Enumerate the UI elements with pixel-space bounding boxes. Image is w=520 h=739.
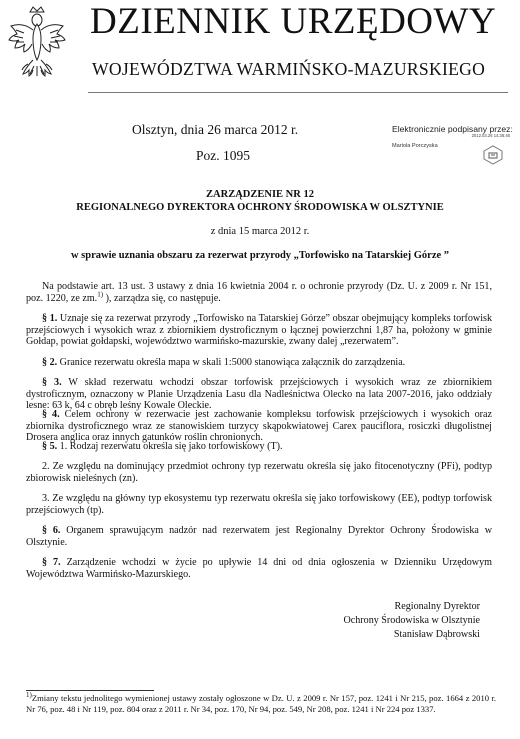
signature-block <box>300 600 480 642</box>
place-date: Olsztyn, dnia 26 marca 2012 r. <box>132 122 299 137</box>
section-5-point-3: 3. Ze względu na główny typ ekosystemu typ rezerwatu określa się jako torfowiskowy (EE), podtyp torfowisk przejściowych (tp). <box>26 493 492 516</box>
footnote-mark: 1) <box>26 691 32 700</box>
section-2: § 2. Granice rezerwatu określa mapa w skali 1:5000 stanowiąca załącznik do zarządzenia. <box>42 357 406 368</box>
esignature-timestamp: 2012.03.26 14:36:46 <box>471 133 510 138</box>
journal-subtitle: WOJEWÓDZTWA WARMIŃSKO-MAZURSKIEGO <box>92 59 486 79</box>
section-3: § 3. W skład rezerwatu wchodzi obszar torfowisk przejściowych i wysokich wraz ze zbiornikiem dystroficznym, oznaczony w Planie Urządzenia Lasu dla Nadleśnictwa Olecko na lata 2007-2016, jako oddziały lesne: 63 k, 64 c obręb leśny Kowale Oleckie. <box>26 377 492 412</box>
preamble: Na podstawie art. 13 ust. 3 ustawy z dnia 16 kwietnia 2004 r. o ochronie przyrody (Dz. U. z 2009 r. Nr 151, poz. 1220, ze zm.$^{1)}$ ), zarządza się, co następuje. <box>26 281 492 304</box>
section-4: § 4. Celem ochrony w rezerwacie jest zachowanie kompleksu torfowisk przejściowych i wysokich oraz zbiornika dystroficznego wraz ze stanowiskiem turzycy skąpokwiatowej Carex pauciflora, rosiczki długolistnej Drosera anglica oraz innych gatunków roślin chronionych. <box>26 409 492 444</box>
section-1: § 1. Uznaje się za rezerwat przyrody „Torfowisko na Tatarskiej Górze” obszar obejmujący kompleks torfowisk przejściowych i wysokich wraz z zbiornikiem dystroficznym o łącznej powierzchni 1,87 ha, położony w gminie Gołdap, powiat gołdapski, województwo warmińsko-mazurskie, zwany dalej „rezerwatem”. <box>26 313 492 348</box>
ordinance-date: z dnia 15 marca 2012 r. <box>210 226 310 237</box>
footnote <box>26 693 496 715</box>
header-divider <box>88 92 508 93</box>
section-6: § 6. Organem sprawującym nadzór nad rezerwatem jest Regionalny Dyrektor Ochrony Środowiska w Olsztynie. <box>26 525 493 548</box>
signature-seal-icon <box>482 145 504 165</box>
section-7: § 7. Zarządzenie wchodzi w życie po upływie 14 dni od dnia ogłoszenia w Dzienniku Urzędowym Województwa Warmińsko-Mazurskiego. <box>26 557 492 580</box>
signatory-name: Stanisław Dąbrowski <box>393 629 480 640</box>
ordinance-subject: w sprawie uznania obszaru za rezerwat przyrody „Torfowisko na Tatarskiej Górze ” <box>70 250 450 261</box>
section-5-point-1: § 5. 1. Rodzaj rezerwatu określa się jako torfowiskowy (T). <box>42 441 283 452</box>
position-number: Poz. 1095 <box>196 148 250 163</box>
signatory-office: Ochrony Środowiska w Olsztynie <box>343 615 480 626</box>
footnote-divider <box>26 690 154 691</box>
footnote-text: Zmiany tekstu jednolitego wymienionej ustawy zostały ogłoszone w Dz. U. z 2009 r. Nr 157, poz. 1241 i Nr 215, poz. 1664 z 2010 r. Nr 76, poz. 48 i Nr 119, poz. 804 oraz z 2011 r. Nr 34, poz. 170, Nr 94, poz. 549, Nr 208, poz. 1241 i Nr 224 poz 1337. <box>26 693 496 714</box>
section-5-point-2: 2. Ze względu na dominujący przedmiot ochrony typ rezerwatu określa się jako fitocenotyczny (PFi), podtyp zbiorowisk nieleśnych (zn). <box>26 461 492 484</box>
eagle-emblem-icon <box>6 4 68 84</box>
signatory-title: Regionalny Dyrektor <box>394 601 480 612</box>
journal-title: DZIENNIK URZĘDOWY <box>90 1 497 42</box>
esignature-name: Mariola Porczyska <box>392 143 438 149</box>
ordinance-number: ZARZĄDZENIE NR 12 <box>206 189 314 200</box>
ordinance-issuer: REGIONALNEGO DYREKTORA OCHRONY ŚRODOWISKA W OLSZTYNIE <box>76 202 444 213</box>
esignature-label: Elektronicznie podpisany przez: <box>392 124 513 134</box>
